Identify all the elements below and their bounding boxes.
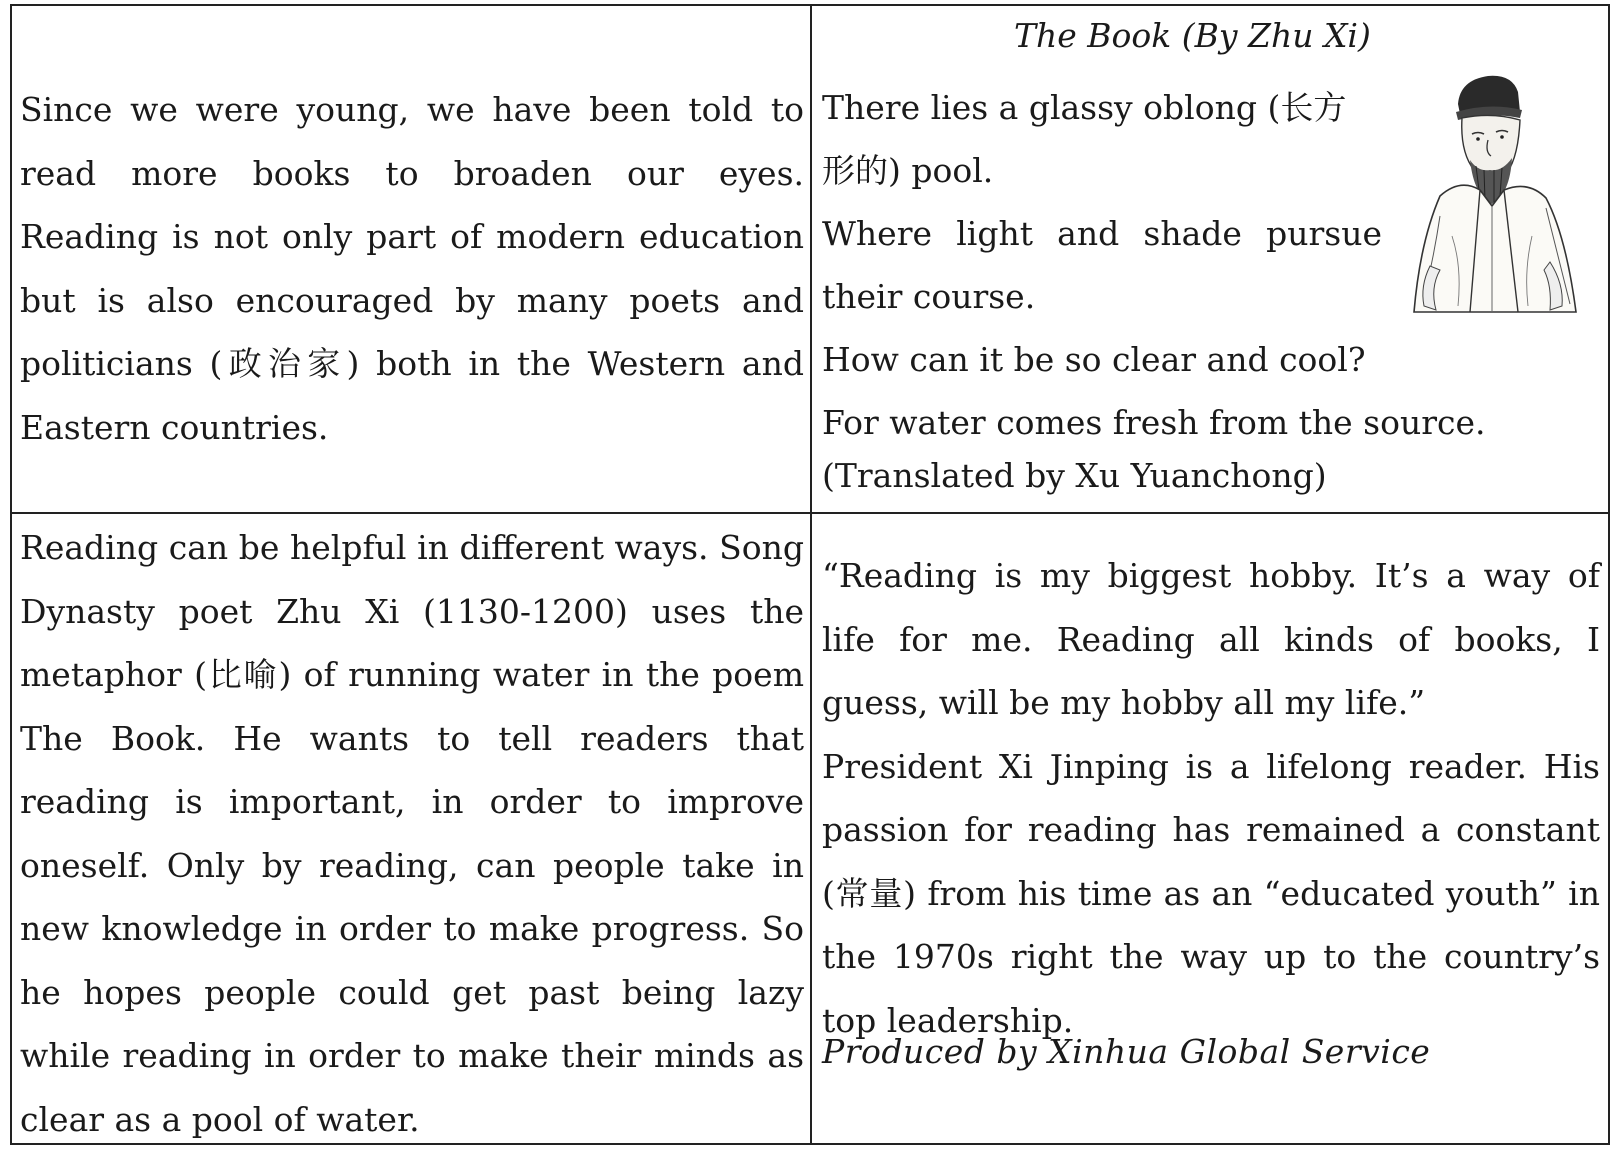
poem-line: How can it be so clear and cool? — [822, 340, 1366, 379]
zhu-xi-portrait-icon — [1400, 66, 1590, 316]
credit-line: Produced by Xinhua Global Service — [822, 1032, 1431, 1071]
poem-line: For water comes fresh from the source. — [822, 403, 1486, 442]
poem-line: 形的) pool. — [822, 151, 994, 190]
poem-title: The Book (By Zhu Xi) — [1014, 16, 1371, 55]
poem-body — [822, 76, 1486, 454]
zhu-xi-paragraph: Reading can be helpful in different ways. Song Dynasty poet Zhu Xi (1130-1200) uses the metaphor (比喻) of running water in the poem The Book. He wants to tell readers that reading is important, in order to improve oneself. Only by reading, can people take in new knowledge in order to make progress. So he hopes people could get past being lazy while reading in order to make their minds as clear as a pool of water. — [20, 528, 804, 1139]
reading-table — [10, 4, 1610, 1145]
intro-paragraph: Since we were young, we have been told to read more books to broaden our eyes. Reading is not only part of modern education but is also encouraged by many poets and politicians (政治家) both in the Western and Eastern countries. — [20, 90, 804, 447]
xi-jinping-quote: “Reading is my biggest hobby. It’s a way of life for me. Reading all kinds of books, I guess, will be my hobby all my life.” — [822, 556, 1600, 722]
poem-line: There lies a glassy oblong (长方 — [822, 88, 1347, 127]
xi-jinping-text: President Xi Jinping is a lifelong reader. His passion for reading has remained a constant (常量) from his time as an “educated youth” in the 1970s right the way up to the country’s top leadership. — [822, 746, 1600, 1040]
zhu-xi-cell — [12, 514, 812, 1143]
xi-jinping-cell — [812, 514, 1608, 1143]
poem-translator: (Translated by Xu Yuanchong) — [822, 456, 1327, 495]
intro-cell — [12, 6, 812, 514]
poem-cell — [812, 6, 1608, 514]
xi-jinping-paragraph — [822, 544, 1600, 1052]
poem-line: Where light and shade pursue — [822, 214, 1382, 253]
poem-line: their course. — [822, 277, 1036, 316]
